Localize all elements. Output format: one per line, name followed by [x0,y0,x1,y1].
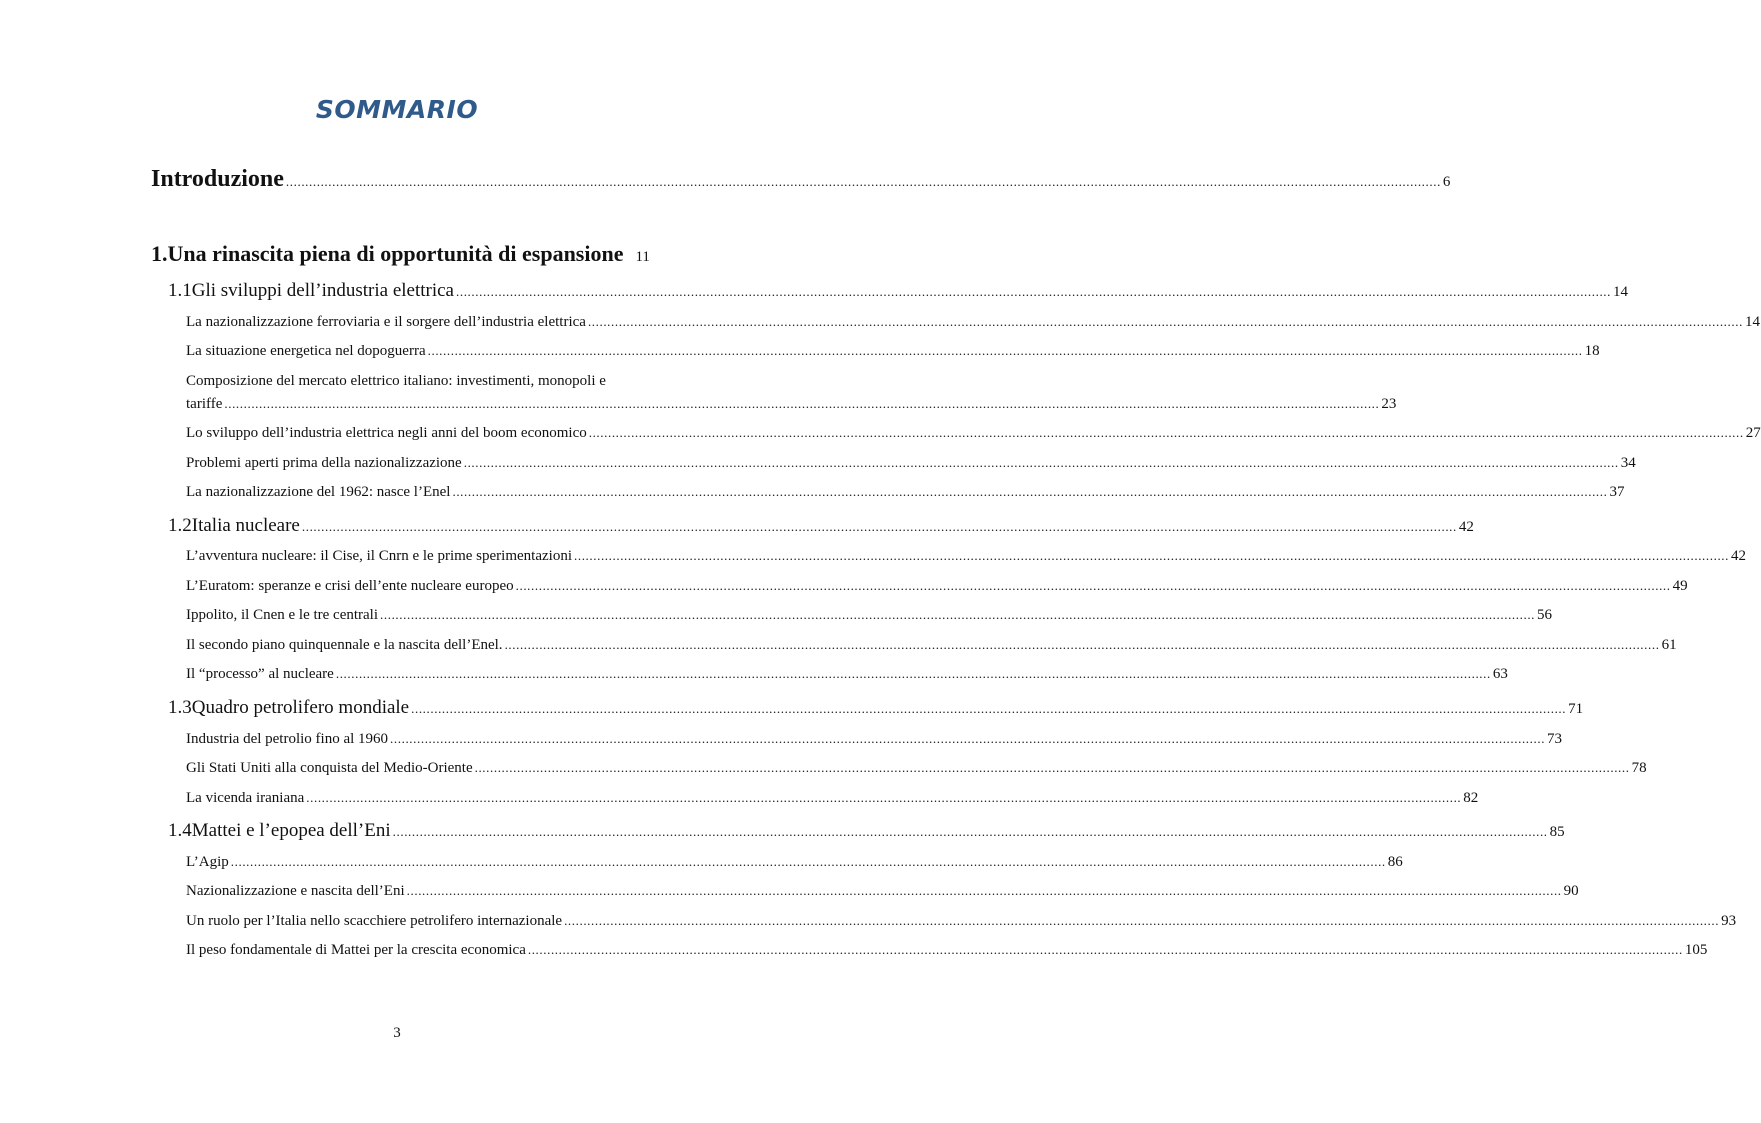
toc-page: 37 [1609,484,1625,500]
toc-label: Ippolito, il Cnen e le tre centrali [186,607,379,623]
leader-dots: ............................................................................................................................................................................................................................................................................................................ [224,396,1380,411]
leader-dots: ............................................................................................................................................................................................................................................................................................................ [515,578,1671,593]
leader-dots: ............................................................................................................................................................................................................................................................................................................ [474,760,1630,775]
toc-subentry[interactable] [186,396,1397,413]
toc-section-1-1[interactable] [168,280,1628,302]
toc-section-1-3[interactable] [168,697,1584,719]
toc-subentry-multiline[interactable] [186,373,698,390]
leader-dots: ............................................................................................................................................................................................................................................................................................................ [504,637,1660,652]
toc-label: Problemi aperti prima della nazionalizzazione [186,455,462,471]
leader-dots: ............................................................................................................................................................................................................................................................................................................ [574,548,1729,563]
leader-dots: ............................................................................................................................................................................................................................................................................................................ [301,519,1457,534]
toc-subentry[interactable] [186,942,1708,959]
leader-dots: ............................................................................................................................................................................................................................................................................................................ [456,284,1611,299]
toc-page: 14 [1744,314,1760,330]
toc-subentry[interactable] [186,578,1688,595]
toc-page: 14 [1613,284,1628,300]
leader-dots: ............................................................................................................................................................................................................................................................................................................ [406,883,1562,898]
toc-section-1-4[interactable] [168,820,1565,842]
toc-page: 42 [1458,519,1474,535]
toc-label: Il secondo piano quinquennale e la nascita dell’Enel. [186,637,503,653]
leader-dots: ............................................................................................................................................................................................................................................................................................................ [390,731,1546,746]
toc-subentry[interactable] [186,425,1761,442]
leader-dots: ............................................................................................................................................................................................................................................................................................................ [427,343,1583,358]
toc-label: Un ruolo per l’Italia nello scacchiere petrolifero internazionale [186,913,563,929]
toc-subentry[interactable] [186,854,1403,871]
leader-dots: ............................................................................................................................................................................................................................................................................................................ [306,790,1462,805]
toc-subentry[interactable] [186,548,1746,565]
toc-subentry[interactable] [186,314,1760,331]
toc-label: Mattei e l’epopea dell’Eni [191,820,391,841]
toc-page: 6 [1442,174,1451,190]
toc-page: 49 [1672,578,1688,594]
toc-subentry[interactable] [186,760,1647,777]
toc-page: 23 [1381,396,1397,412]
toc-label: Gli Stati Uniti alla conquista del Medio-Oriente [186,760,473,776]
toc-label: Quadro petrolifero mondiale [191,697,410,718]
toc-label: La nazionalizzazione ferroviaria e il sorgere dell’industria elettrica [186,314,586,330]
toc-subentry[interactable] [186,913,1737,930]
toc-label: Industria del petrolio fino al 1960 [186,731,389,747]
toc-page: 73 [1547,731,1563,747]
toc-page: 27 [1745,425,1761,441]
toc-page: 93 [1721,913,1737,929]
toc-label: 1.Una rinascita piena di opportunità di espansione [151,241,624,266]
toc-page: 105 [1684,942,1708,958]
toc-page: 90 [1563,883,1579,899]
toc-subentry[interactable] [186,637,1677,654]
toc-page: 71 [1568,701,1584,717]
section-number: 1.4 [168,820,192,841]
toc-page: 86 [1387,854,1403,870]
toc-label: Nazionalizzazione e nascita dell’Eni [186,883,405,899]
leader-dots: ............................................................................................................................................................................................................................................................................................................ [452,484,1608,499]
toc-label: Il “processo” al nucleare [186,666,334,682]
toc-subentry[interactable] [186,790,1479,807]
leader-dots: ............................................................................................................................................................................................................................................................................................................ [564,913,1720,928]
section-number: 1.3 [168,697,192,718]
toc-page: 63 [1492,666,1508,682]
section-number: 1.1 [168,280,192,301]
toc-label: Gli sviluppi dell’industria elettrica [191,280,454,301]
toc-page: 78 [1631,760,1647,776]
toc-label: La situazione energetica nel dopoguerra [186,343,426,359]
leader-dots: ............................................................................................................................................................................................................................................................................................................ [230,854,1386,869]
toc-page: 42 [1731,548,1746,564]
toc-label: La vicenda iraniana [186,790,305,806]
toc-subentry[interactable] [186,607,1553,624]
toc-page: 85 [1549,824,1565,840]
page-number: 3 [393,1025,401,1041]
toc-page: 11 [635,249,650,265]
toc-page: 56 [1537,607,1553,623]
leader-dots: ............................................................................................................................................................................................................................................................................................................ [285,174,1441,189]
toc-label: L’Euratom: speranze e crisi dell’ente nucleare europeo [186,578,514,594]
toc-label: Lo sviluppo dell’industria elettrica negli anni del boom economico [186,425,587,441]
toc-section-1-2[interactable] [168,515,1474,537]
section-number: 1.2 [168,515,192,536]
toc-label: Italia nucleare [191,515,300,536]
toc-subentry[interactable] [186,883,1579,900]
leader-dots: ............................................................................................................................................................................................................................................................................................................ [411,701,1567,716]
toc-label-line1: Composizione del mercato elettrico italiano: investimenti, monopoli e [186,373,606,389]
page-title: SOMMARIO [315,95,479,124]
leader-dots: ............................................................................................................................................................................................................................................................................................................ [380,607,1536,622]
toc-subentry[interactable] [186,484,1625,501]
toc-label: Introduzione [151,166,284,192]
leader-dots: ............................................................................................................................................................................................................................................................................................................ [588,425,1744,440]
toc-subentry[interactable] [186,666,1508,683]
toc-subentry[interactable] [186,731,1563,748]
toc-label: Il peso fondamentale di Mattei per la crescita economica [186,942,526,958]
toc-page: 18 [1584,343,1600,359]
leader-dots: ............................................................................................................................................................................................................................................................................................................ [392,824,1548,839]
leader-dots: ............................................................................................................................................................................................................................................................................................................ [587,314,1743,329]
toc-entry-introduzione[interactable] [151,166,1451,193]
toc-label: L’Agip [186,854,229,870]
leader-dots: ............................................................................................................................................................................................................................................................................................................ [463,455,1619,470]
toc-page: 34 [1620,455,1636,471]
toc-subentry[interactable] [186,455,1636,472]
toc-entry-chapter-1[interactable] [151,241,698,267]
toc-subentry[interactable] [186,343,1600,360]
leader-dots: ............................................................................................................................................................................................................................................................................................................ [335,666,1491,681]
leader-dots: ............................................................................................................................................................................................................................................................................................................ [527,942,1683,957]
toc-page: 61 [1661,637,1677,653]
toc-label: La nazionalizzazione del 1962: nasce l’Enel [186,484,451,500]
toc-label: tariffe [186,396,223,412]
toc-page: 82 [1463,790,1479,806]
toc-label: L’avventura nucleare: il Cise, il Cnrn e le prime sperimentazioni [186,548,572,564]
